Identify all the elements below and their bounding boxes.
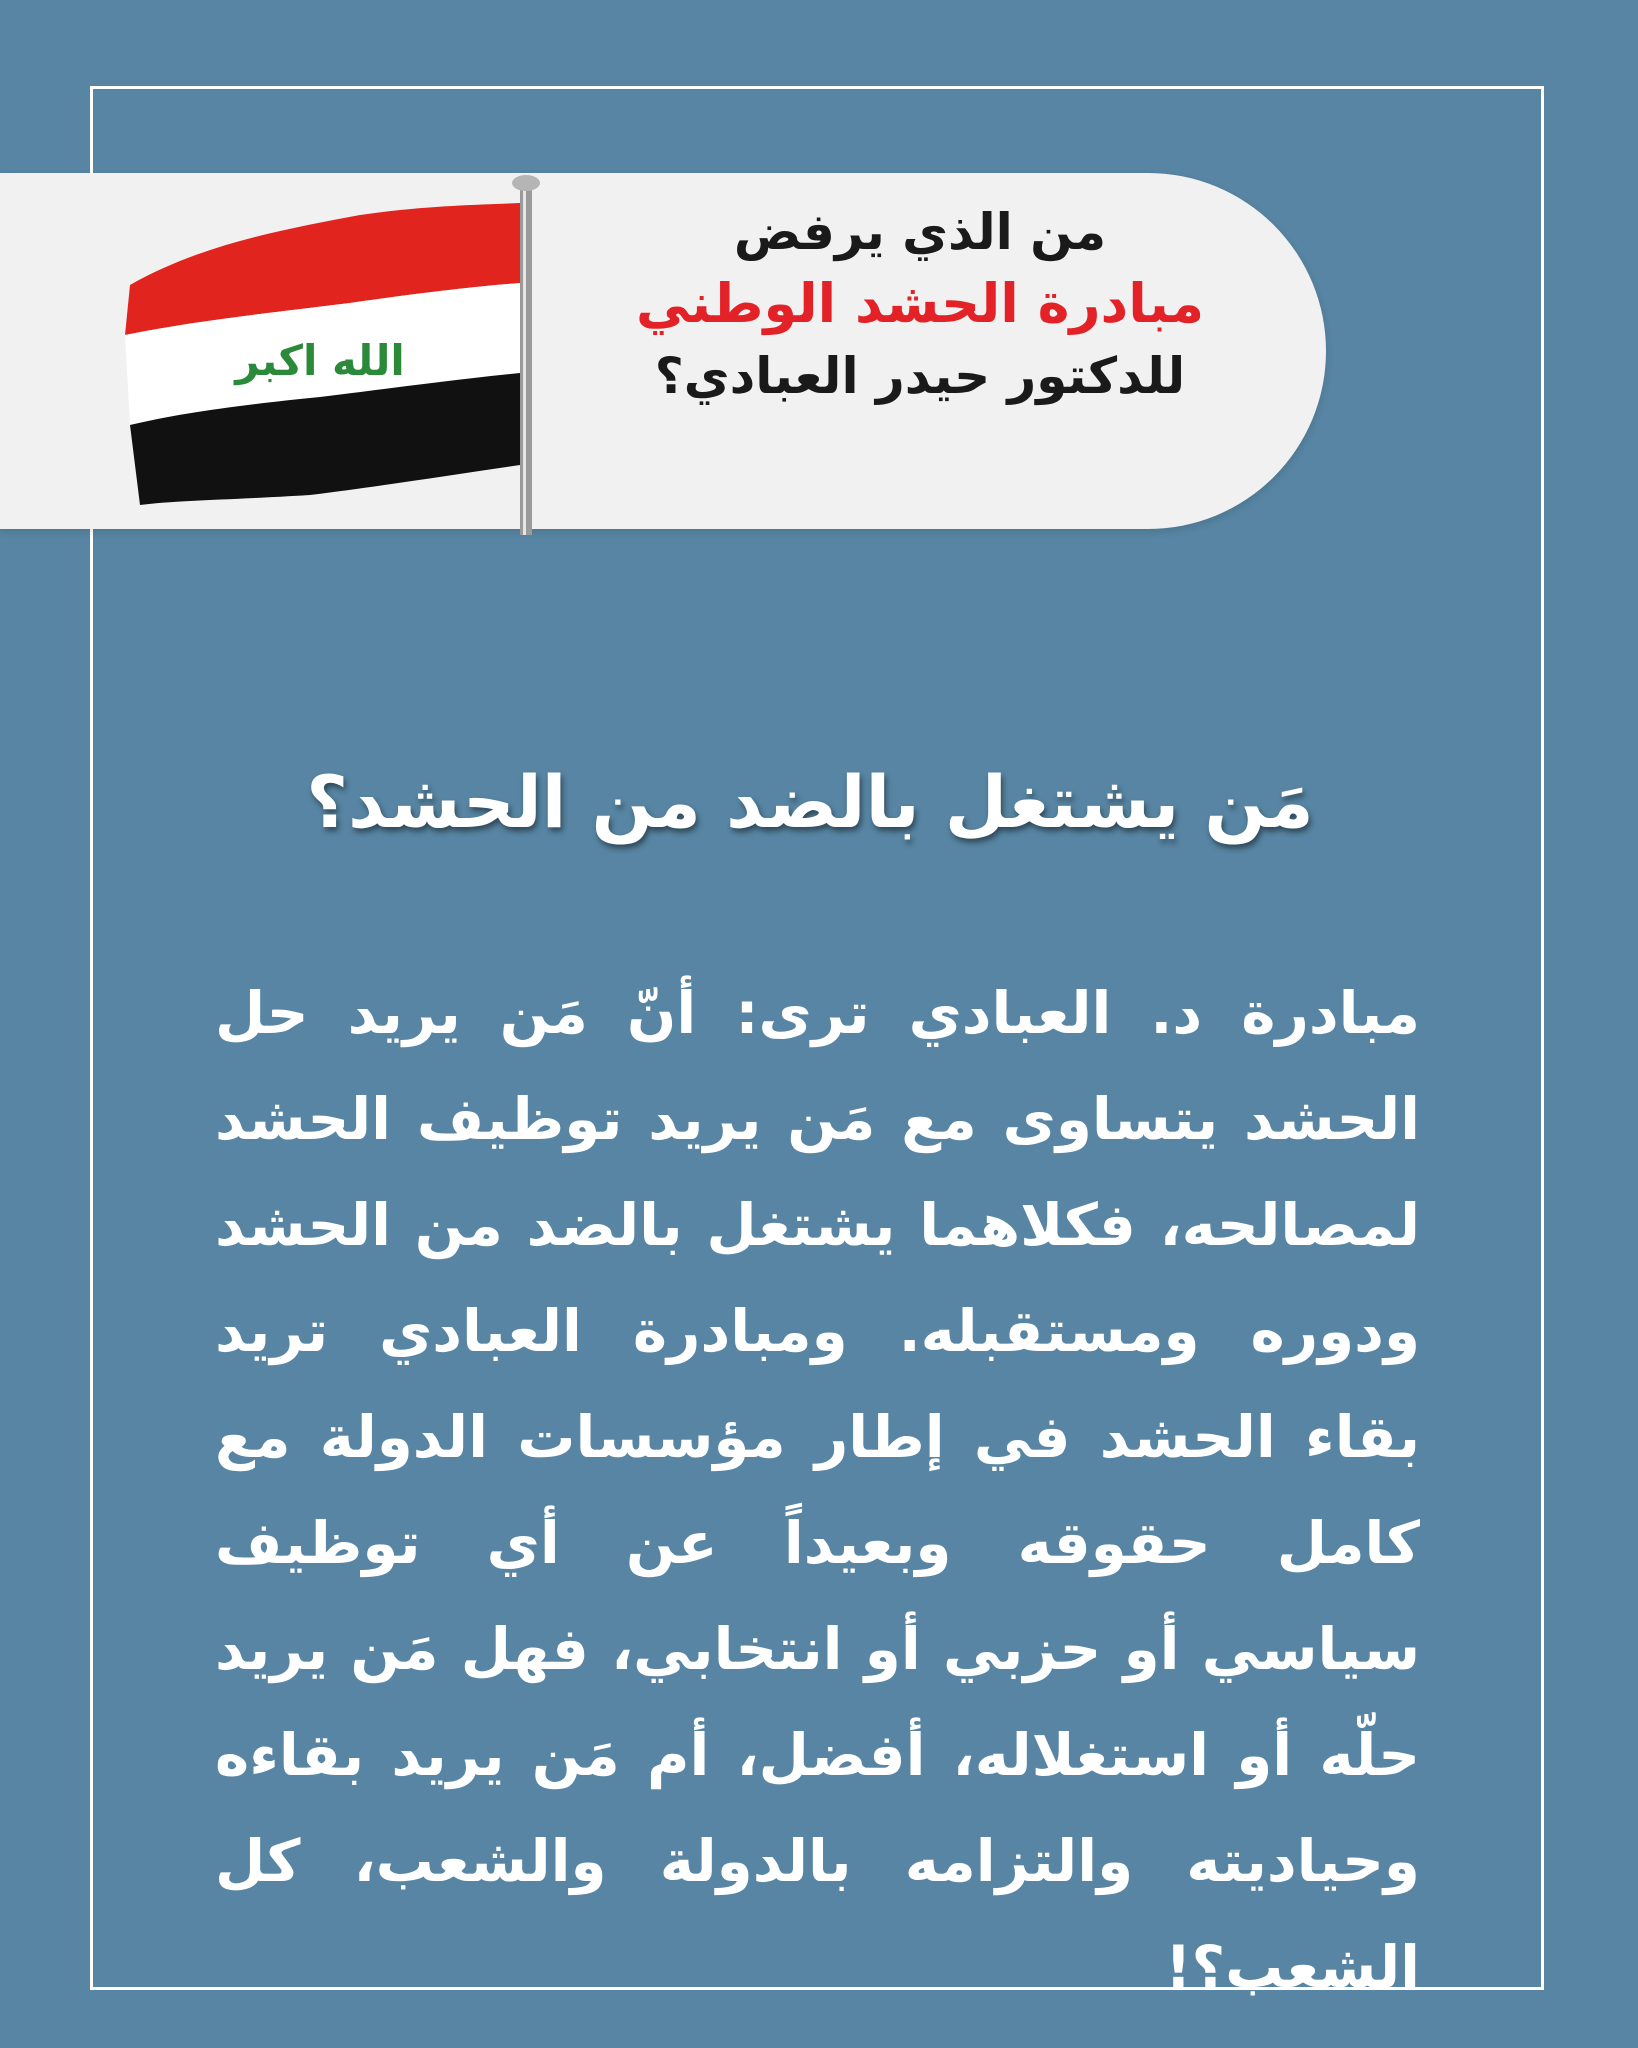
headline-line-1: من الذي يرفض [733,203,1107,261]
flag-inscription: الله اكبر [235,336,405,385]
iraq-flag-icon [120,175,560,535]
headline [560,200,1280,411]
section-question: مَن يشتغل بالضد من الحشد؟ [306,760,1314,844]
headline-line-3: للدكتور حيدر العبادي؟ [654,347,1186,406]
body-paragraph: مبادرة د. العبادي ترى: أنّ مَن يريد حل الحشد يتساوى مع مَن يريد توظيف الحشد لمصالحه، فكلاهما يشتغل بالضد من الحشد ودوره ومستقبله. ومبادرة العبادي تريد بقاء الحشد في إطار مؤسسات الدولة مع كامل حقوقه وبعيداً عن أي توظيف سياسي أو حزبي أو انتخابي، فهل مَن يريد حلّه أو استغلاله، أفضل، أم مَن يريد بقاءه وحياديته والتزامه بالدولة والشعب، كل الشعب؟! [215,979,1420,2001]
headline-line-2: مبادرة الحشد الوطني [635,272,1205,335]
flag-pole-cap [512,175,540,191]
